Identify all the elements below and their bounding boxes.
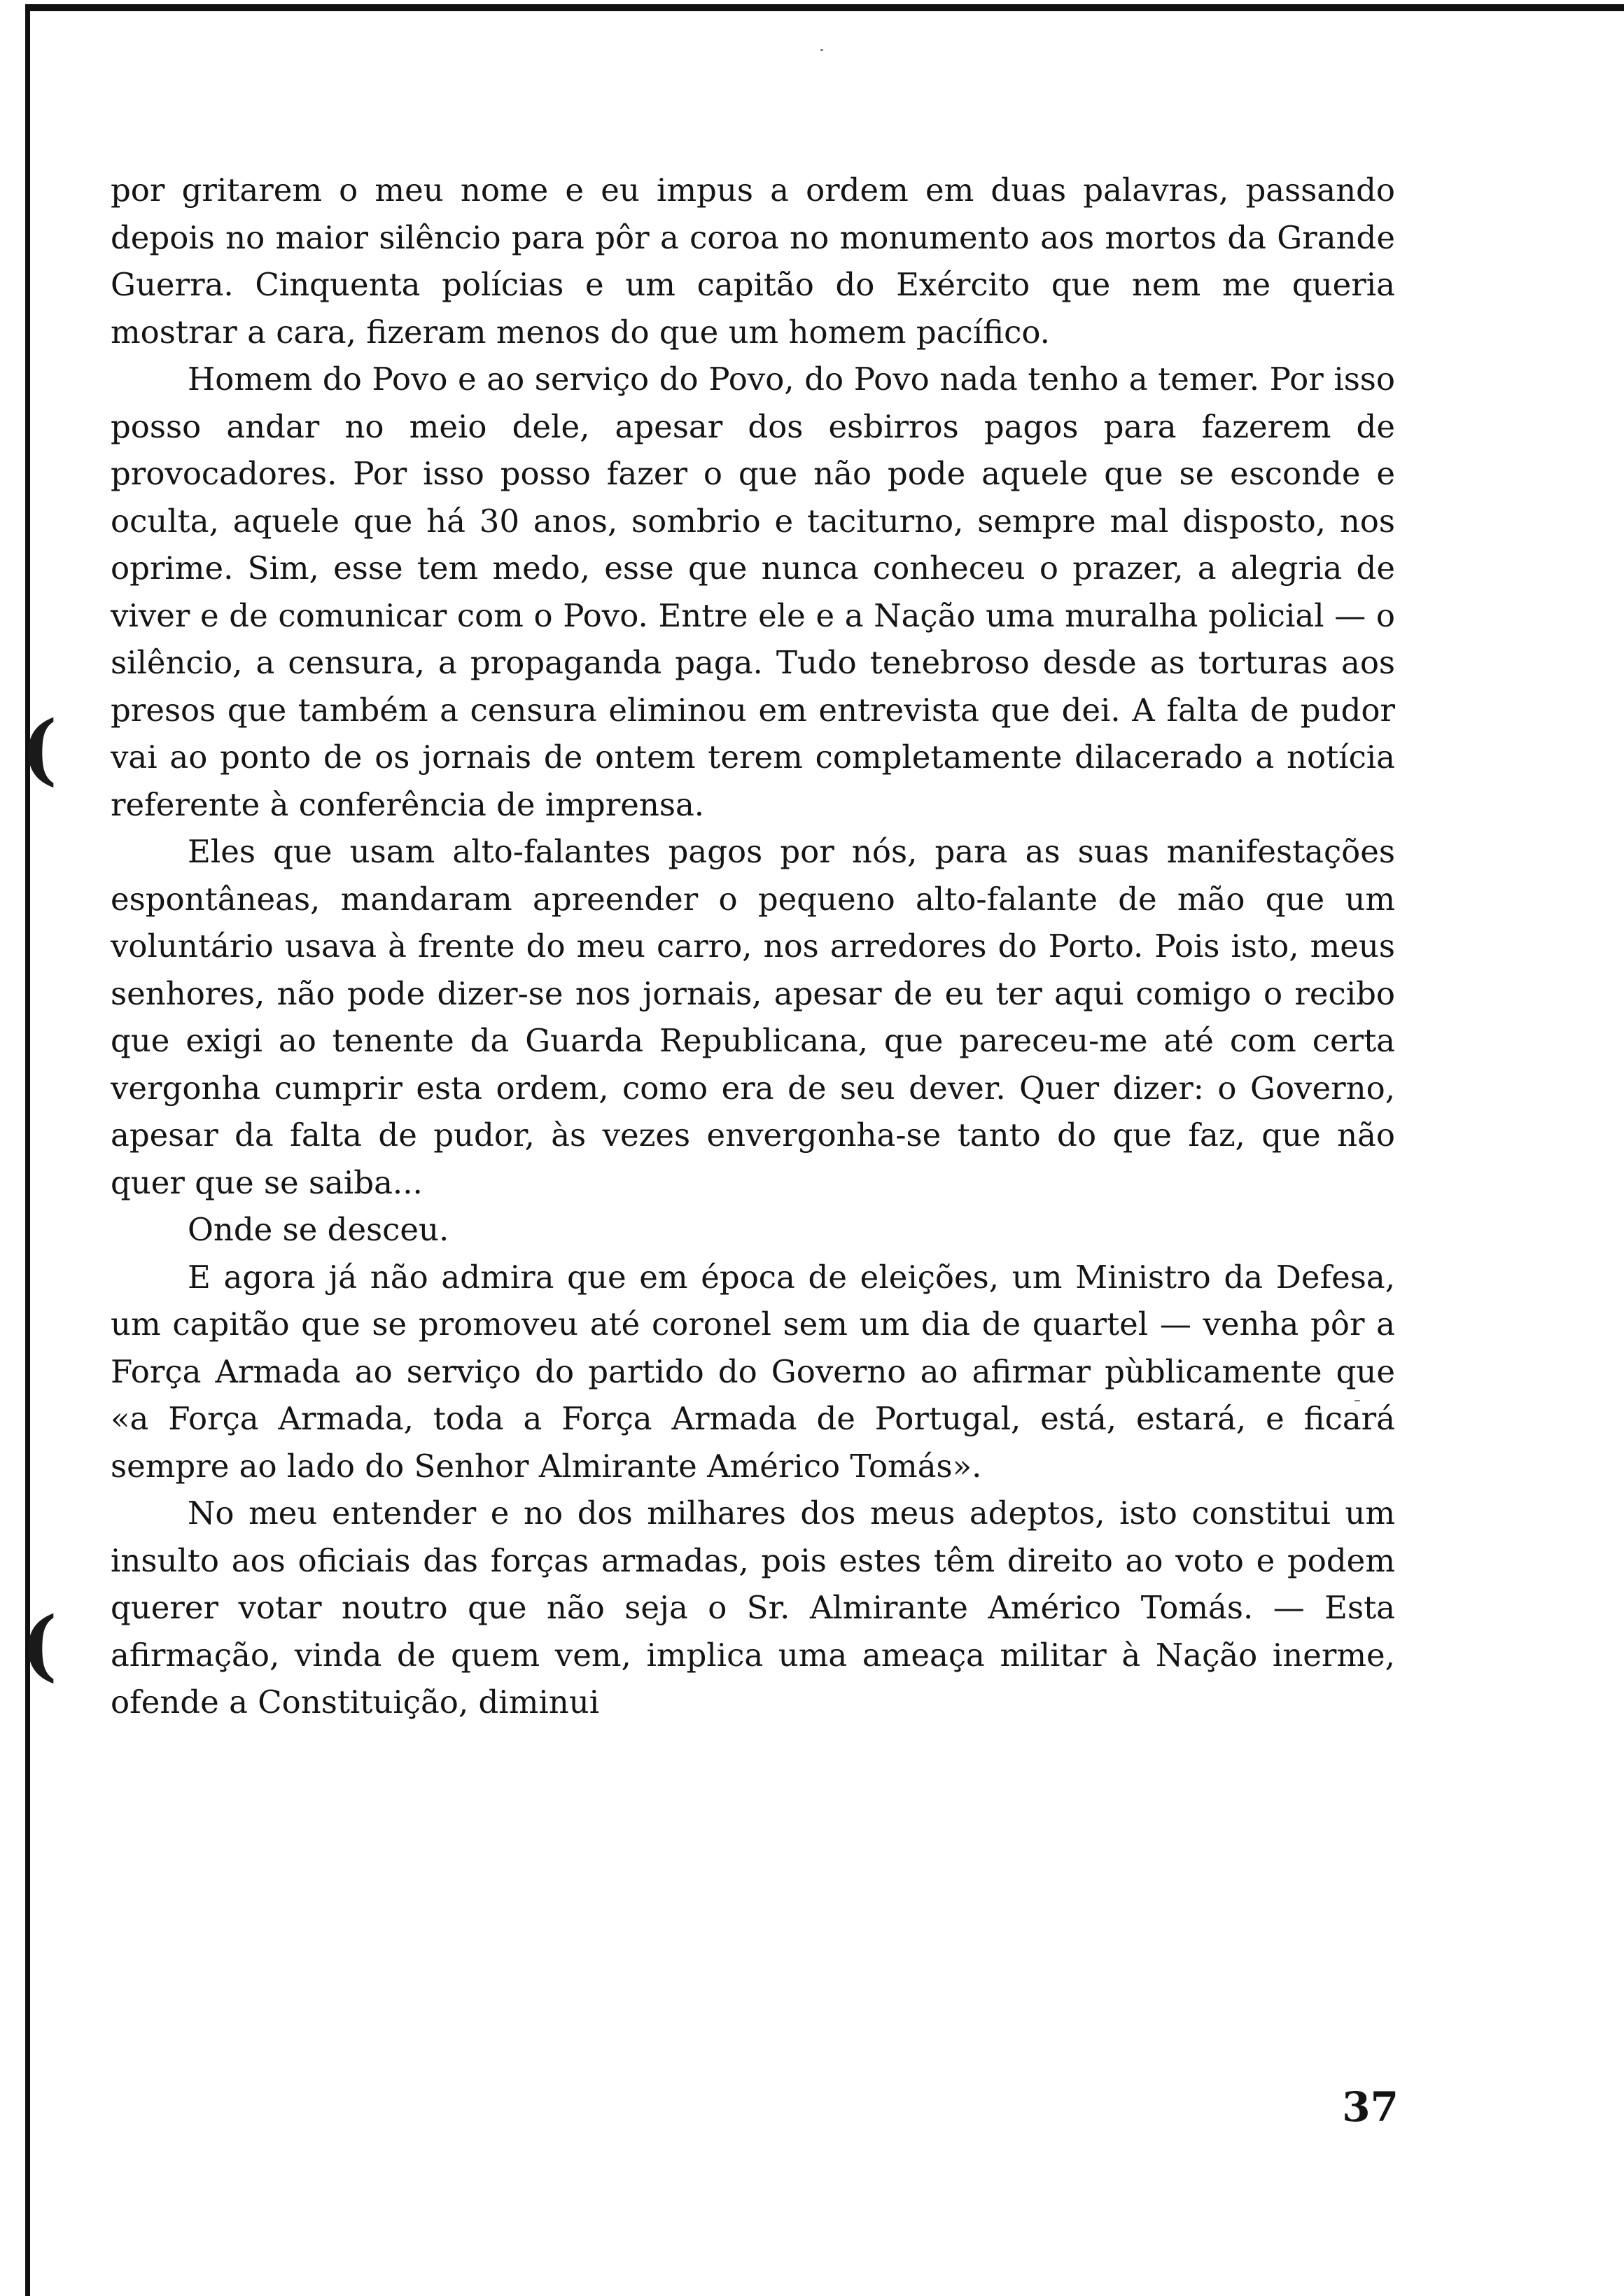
paragraph: Eles que usam alto-falantes pagos por nós, para as suas manifestações espontâneas, mandaram apreender o pequeno alto-falante de mão que um voluntário usava à frente do meu carro, nos arredores do Porto. Pois isto, meus senhores, não pode dizer-se nos jornais, apesar de eu ter aqui comigo o recibo que exigi ao tenente da Guarda Republicana, que pareceu-me até com certa vergonha cumprir esta ordem, como era de seu dever. Quer dizer: o Governo, apesar da falta de pudor, às vezes envergonha-se tanto do que faz, que não quer que se saiba...	[111, 833, 1395, 1201]
margin-bracket-mark: (	[21, 704, 58, 794]
paragraph: Onde se desceu.	[188, 1211, 449, 1248]
scan-speck	[820, 49, 823, 51]
paragraph: por gritarem o meu nome e eu impus a ordem em duas palavras, passando depois no maior silêncio para pôr a coroa no monumento aos mortos da Grande Guerra. Cinquenta polícias e um capitão do Exército que nem me queria mostrar a cara, fizeram menos do que um homem pacífico.	[111, 172, 1395, 351]
paragraph: E agora já não admira que em época de eleições, um Ministro da Defesa, um capitão que se promoveu até coronel sem um dia de quartel — venha pôr a Força Armada ao serviço do partido do Governo ao afirmar pùblicamente que «a Força Armada, toda a Força Armada de Portugal, está, estará, e ficará sempre ao lado do Senhor Almirante Américo Tomás».	[111, 1258, 1395, 1485]
body-text	[111, 167, 1395, 1726]
scan-border-top	[25, 4, 1624, 11]
paragraph: Homem do Povo e ao serviço do Povo, do Povo nada tenho a temer. Por isso posso andar no meio dele, apesar dos esbirros pagos para fazerem de provocadores. Por isso posso fazer o que não pode aquele que se esconde e oculta, aquele que há 30 anos, sombrio e taciturno, sempre mal disposto, nos oprime. Sim, esse tem medo, esse que nunca conheceu o prazer, a alegria de viver e de comunicar com o Povo. Entre ele e a Nação uma muralha policial — o silêncio, a censura, a propaganda paga. Tudo tenebroso desde as torturas aos presos que também a censura eliminou em entrevista que dei. A falta de pudor vai ao ponto de os jornais de ontem terem completamente dilacerado a notícia referente à conferência de imprensa.	[111, 360, 1395, 823]
paragraph: No meu entender e no dos milhares dos meus adeptos, isto constitui um insulto aos oficiais das forças armadas, pois estes têm direito ao voto e podem querer votar noutro que não seja o Sr. Almirante Américo Tomás. — Esta afirmação, vinda de quem vem, implica uma ameaça militar à Nação inerme, ofende a Constituição, diminui	[111, 1494, 1395, 1721]
margin-bracket-mark: (	[21, 1600, 58, 1690]
scan-border-left	[25, 4, 30, 2296]
page-number: 37	[1342, 2083, 1399, 2131]
